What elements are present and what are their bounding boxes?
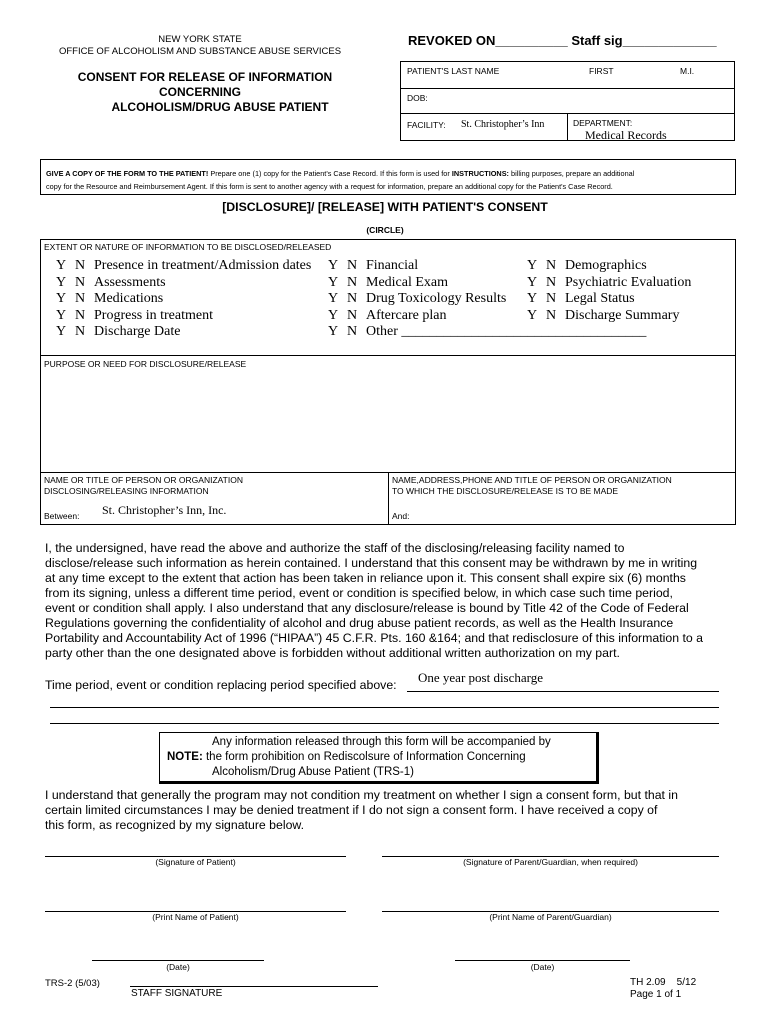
consent-line: I, the undersigned, have read the above and authorize the staff of the disclosing/releasing facility named to xyxy=(45,541,625,555)
time-period-value[interactable]: One year post discharge xyxy=(418,670,544,685)
item-legal-status: Legal Status xyxy=(565,291,635,306)
consent-line: disclose/release such information as herein contained. I understand that this consent may be withdrawn by me in writing xyxy=(45,556,698,570)
consent-paragraph xyxy=(45,541,755,661)
no-option[interactable]: N xyxy=(347,258,358,273)
staff-signature-line[interactable] xyxy=(130,986,378,987)
dob-label: DOB: xyxy=(407,93,428,103)
yn-row[interactable] xyxy=(56,258,311,275)
item-aftercare: Aftercare plan xyxy=(366,307,447,323)
form-title-line3: ALCOHOLISM/DRUG ABUSE PATIENT xyxy=(111,100,329,114)
patient-print-caption: (Print Name of Patient) xyxy=(152,912,239,922)
instructions-line2: copy for the Resource and Reimbursement Agent. If this form is sent to another agency with a request for information, prepare an additional copy for the Patient's Case Record. xyxy=(46,182,613,191)
instructions-text2: billing purposes, prepare an additional xyxy=(509,169,635,178)
understand-line: I understand that generally the program may not condition my treatment on whether I sign a consent form, but that in xyxy=(45,788,678,802)
note-line2 xyxy=(167,750,526,765)
date-line-1[interactable] xyxy=(92,960,264,961)
item-other[interactable]: Other ___________________________________ xyxy=(366,324,647,339)
instructions-lead: GIVE A COPY OF THE FORM TO THE PATIENT! xyxy=(46,169,209,178)
item-demographics: Demographics xyxy=(565,258,647,273)
facility-label: FACILITY: xyxy=(407,120,446,130)
extent-label: EXTENT OR NATURE OF INFORMATION TO BE DISCLOSED/RELEASED xyxy=(44,242,332,252)
consent-line: Portability and Accountability Act of 1996 (“HIPAA”) 45 C.F.R. Pts. 160 &164; and that redisclosure of this information to a xyxy=(45,631,703,645)
no-option[interactable]: N xyxy=(347,291,358,306)
no-option[interactable]: N xyxy=(347,274,358,290)
disclosing-label-1: NAME OR TITLE OF PERSON OR ORGANIZATION xyxy=(44,475,243,485)
no-option[interactable]: N xyxy=(347,324,358,339)
instructions-text1: Prepare one (1) copy for the Patient's Case Record. If this form is used for xyxy=(208,169,452,178)
consent-line: event or condition shall apply. I also understand that any disclosure/release is bound by Title 42 of the Code of Federal xyxy=(45,601,689,615)
yes-option[interactable]: Y xyxy=(527,274,538,290)
first-name-label: FIRST xyxy=(589,66,614,76)
understand-line: certain limited circumstances I may be denied treatment if I do not sign a consent form. I have received a copy of xyxy=(45,803,658,817)
item-assessments: Assessments xyxy=(94,274,166,290)
guardian-signature-caption: (Signature of Parent/Guardian, when required) xyxy=(463,857,638,867)
no-option[interactable]: N xyxy=(546,307,557,323)
date-line-2[interactable] xyxy=(455,960,630,961)
date-caption-1: (Date) xyxy=(166,962,190,972)
yes-option[interactable]: Y xyxy=(56,324,67,339)
patient-signature-caption: (Signature of Patient) xyxy=(155,857,236,867)
circle-instruction: (CIRCLE) xyxy=(366,225,404,235)
department-label: DEPARTMENT: xyxy=(573,118,633,128)
no-option[interactable]: N xyxy=(546,258,557,273)
yes-option[interactable]: Y xyxy=(56,258,67,273)
yn-column-3 xyxy=(527,258,691,324)
note-label: NOTE: xyxy=(167,751,203,763)
note-line3: Alcoholism/Drug Abuse Patient (TRS-1) xyxy=(212,766,414,778)
consent-line: Regulations governing the confidentiality of alcohol and drug abuse patient records, as well as the Health Insurance xyxy=(45,616,674,630)
item-medical-exam: Medical Exam xyxy=(366,274,449,290)
yn-row[interactable] xyxy=(527,275,691,292)
yes-option[interactable]: Y xyxy=(328,307,339,323)
form-revision: TH 2.09 5/12 xyxy=(630,977,697,988)
between-label: Between: xyxy=(44,511,80,521)
consent-line: from its signing, unless a different time period, event or condition is specified below, in which case such time period, xyxy=(45,586,673,600)
instructions-label: INSTRUCTIONS: xyxy=(451,169,509,178)
item-drug-toxicology: Drug Toxicology Results xyxy=(366,291,507,306)
yn-row[interactable] xyxy=(328,324,646,341)
item-discharge-date: Discharge Date xyxy=(94,324,181,339)
revoked-label: REVOKED ON__________ Staff sig_____________ xyxy=(408,33,717,48)
no-option[interactable]: N xyxy=(546,291,557,306)
office-name: OFFICE OF ALCOHOLISM AND SUBSTANCE ABUSE SERVICES xyxy=(58,46,342,57)
no-option[interactable]: N xyxy=(75,274,86,290)
guardian-print-caption: (Print Name of Parent/Guardian) xyxy=(489,912,612,922)
understand-paragraph xyxy=(45,788,678,833)
staff-signature-caption: STAFF SIGNATURE xyxy=(131,988,223,999)
purpose-label: PURPOSE OR NEED FOR DISCLOSURE/RELEASE xyxy=(44,359,247,369)
note-line2-text: the form prohibition on Rediscolsure of Information Concerning xyxy=(202,751,526,763)
yes-option[interactable]: Y xyxy=(527,307,538,323)
yn-row[interactable] xyxy=(527,308,691,325)
yes-option[interactable]: Y xyxy=(527,258,538,273)
yn-row[interactable] xyxy=(56,308,311,325)
item-presence: Presence in treatment/Admission dates xyxy=(94,258,312,273)
consent-line: at any time except to the extent that action has been taken in reliance upon it. This consent shall expire six (6) months xyxy=(45,571,686,585)
recipient-label-1: NAME,ADDRESS,PHONE AND TITLE OF PERSON OR ORGANIZATION xyxy=(392,475,672,485)
time-period-line xyxy=(407,691,719,692)
yes-option[interactable]: Y xyxy=(328,291,339,306)
yn-row[interactable] xyxy=(56,291,311,308)
item-financial: Financial xyxy=(366,258,419,273)
extra-line-1[interactable] xyxy=(50,707,719,708)
recipient-label-2: TO WHICH THE DISCLOSURE/RELEASE IS TO BE MADE xyxy=(392,486,619,496)
item-medications: Medications xyxy=(94,291,164,306)
item-progress: Progress in treatment xyxy=(94,307,213,323)
extra-line-2[interactable] xyxy=(50,723,719,724)
date-caption-2: (Date) xyxy=(530,962,555,972)
no-option[interactable]: N xyxy=(75,324,86,339)
no-option[interactable]: N xyxy=(347,307,358,323)
middle-initial-label: M.I. xyxy=(680,66,695,76)
understand-line: this form, as recognized by my signature below. xyxy=(45,818,305,832)
yn-row[interactable] xyxy=(527,291,691,308)
no-option[interactable]: N xyxy=(75,258,86,273)
between-value[interactable]: St. Christopher’s Inn, Inc. xyxy=(102,503,227,517)
and-label: And: xyxy=(392,511,410,521)
facility-value[interactable]: St. Christopher’s Inn xyxy=(461,119,545,130)
no-option[interactable]: N xyxy=(546,274,557,290)
yes-option[interactable]: Y xyxy=(328,324,339,339)
yes-option[interactable]: Y xyxy=(328,258,339,273)
yes-option[interactable]: Y xyxy=(56,291,67,306)
yn-row[interactable] xyxy=(56,324,311,341)
note-line1: Any information released through this form will be accompanied by xyxy=(212,736,551,748)
form-id: TRS-2 (5/03) xyxy=(45,978,100,989)
no-option[interactable]: N xyxy=(75,291,86,306)
patient-last-name-label: PATIENT'S LAST NAME xyxy=(407,66,500,76)
yes-option[interactable]: Y xyxy=(56,274,67,290)
page-number: Page 1 of 1 xyxy=(630,989,682,1000)
form-title-line1: CONSENT FOR RELEASE OF INFORMATION xyxy=(77,70,333,84)
yn-column-1 xyxy=(56,258,311,341)
form-title-line2: CONCERNING xyxy=(158,85,241,99)
disclosing-label-2: DISCLOSING/RELEASING INFORMATION xyxy=(44,486,209,496)
consent-line: party other than the one designated above is forbidden without additional written authorization on my part. xyxy=(45,646,620,660)
no-option[interactable]: N xyxy=(75,307,86,323)
yes-option[interactable]: Y xyxy=(56,307,67,323)
yn-row[interactable] xyxy=(56,275,311,292)
yn-row[interactable] xyxy=(527,258,691,275)
time-period-label: Time period, event or condition replacing period specified above: xyxy=(45,678,397,692)
item-psychiatric: Psychiatric Evaluation xyxy=(565,274,692,290)
disclosure-heading: [DISCLOSURE]/ [RELEASE] WITH PATIENT'S CONSENT xyxy=(222,200,548,214)
state-name: NEW YORK STATE xyxy=(158,34,242,45)
item-discharge-summary: Discharge Summary xyxy=(565,307,680,323)
yes-option[interactable]: Y xyxy=(527,291,538,306)
department-value[interactable]: Medical Records xyxy=(585,128,667,142)
yes-option[interactable]: Y xyxy=(328,274,339,290)
instructions-line1 xyxy=(46,167,732,180)
